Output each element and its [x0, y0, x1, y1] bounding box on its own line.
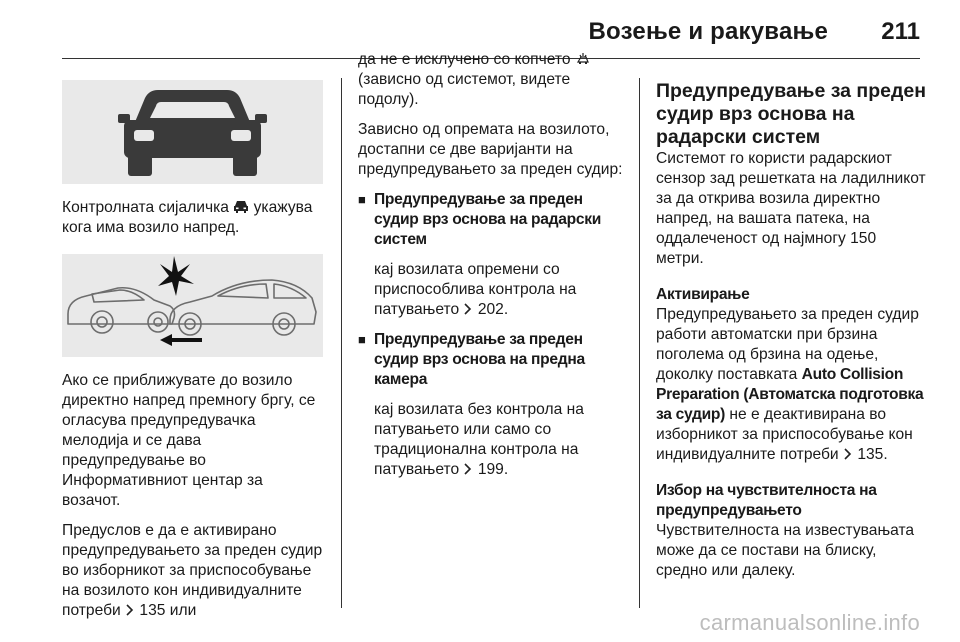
column-divider: [341, 78, 342, 608]
subsection-title: Активирање: [656, 286, 750, 303]
page-ref-arrow-icon: [463, 462, 473, 476]
collision-button-icon: [575, 52, 591, 66]
list-item-text: кај возилата без контрола на патувањето или само со традиционална контрола на патувањето: [374, 401, 584, 478]
list-item-text: кај возилата опремени со приспособлива контрола на патувањето: [374, 261, 577, 318]
car-front-icon: [62, 80, 323, 184]
bullet-icon: ■: [358, 192, 366, 207]
left-column: [62, 80, 324, 631]
list-item-title: Предупредување за преден судир врз основа на предна камера: [374, 331, 585, 388]
page-reference[interactable]: 199.: [477, 461, 509, 478]
subsection-title: Избор на чувствителноста на предупредувањето: [656, 482, 877, 519]
list-item: [358, 330, 630, 480]
page-ref-arrow-icon: [463, 302, 473, 316]
setting-name: Auto Collision Preparation (Автоматска подготовка за судир): [656, 366, 924, 423]
list-item-title: Предупредување за преден судир врз основа на радарски систем: [374, 191, 601, 248]
paragraph: Ако се приближувате до возило директно напред премногу бргу, се огласува предупредувачка мелодија и се дава предупредување во Информативниот центар за возачот.: [62, 372, 316, 509]
right-column: [656, 80, 926, 591]
bullet-icon: ■: [358, 332, 366, 347]
paragraph: Зависно од опремата на возилото, достапни се две варијанти на предупредувањето за преден судир:: [358, 121, 623, 178]
paragraph: да не е исклучено со копчето (зависно од системот, видете подолу).: [358, 50, 630, 110]
caption-text: укажува кога има возило напред.: [62, 199, 313, 236]
paragraph: Предупредувањето за преден судир работи автоматски при брзина поголема од брзина на одење, доколку поставката Auto Collision Preparation (Автоматска подготовка за судир) не е деактивирана во изборникот за приспособување кон индивидуалните потреби 135.: [656, 306, 924, 463]
car-front-icon: [233, 200, 249, 214]
page-ref-arrow-icon: [843, 447, 853, 461]
page-reference[interactable]: 202.: [477, 301, 509, 318]
section-title: Предупредување за преден судир врз основа на радарски систем: [656, 80, 926, 148]
paragraph: Системот го користи радарскиот сензор зад решетката на ладилникот за да открива возила директно напред, на вашата патека, на оддалеченост од најмногу 150 метри.: [656, 150, 926, 267]
page-ref-arrow-icon: [125, 603, 135, 617]
middle-column: [358, 50, 630, 490]
warning-lamp-figure: [62, 80, 323, 184]
collision-figure: [62, 254, 323, 357]
list-item: [358, 190, 630, 320]
caption-text: Контролната сијаличка: [62, 199, 234, 216]
collision-illustration: [62, 254, 323, 357]
page-title: Возење и ракување: [588, 18, 828, 45]
column-divider: [639, 78, 640, 608]
page-reference[interactable]: 135.: [857, 446, 888, 463]
watermark: carmanualsonline.info: [699, 610, 920, 635]
paragraph: Чувствителноста на известувањата може да се постави на блиску, средно или далеку.: [656, 522, 915, 579]
figure-caption: [62, 198, 324, 238]
page-reference[interactable]: 135: [139, 602, 166, 619]
paragraph: Предуслов е да е активирано предупредувањето за преден судир во изборникот за приспособување на возилото кон индивидуалните потреби 135 или: [62, 522, 323, 619]
page-number: 211: [881, 18, 920, 45]
